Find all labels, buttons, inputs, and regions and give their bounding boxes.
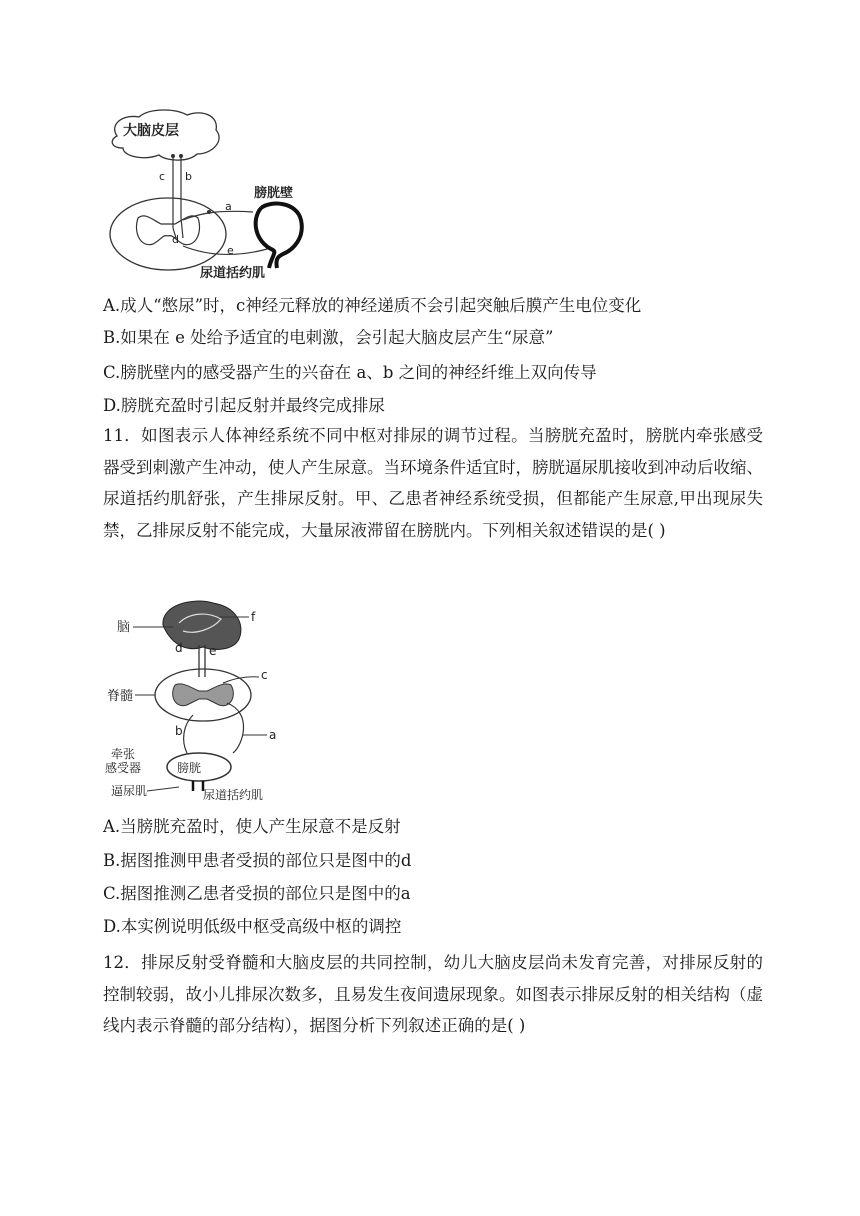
synapse-c: [171, 154, 175, 158]
bladder-wall-label: 膀胱壁: [254, 186, 294, 201]
detrusor-label: 逼尿肌: [111, 784, 148, 798]
spinal-cord-label: 脊髓: [107, 689, 134, 704]
label-b: b: [185, 170, 192, 183]
q11-option-b: B.据图推测甲患者受损的部位只是图中的d: [103, 851, 412, 870]
q12-stem: 12．排尿反射受脊髓和大脑皮层的共同控制，幼儿大脑皮层尚未发育完善，对排尿反射的控制较弱，故小儿排尿次数多，且易发生夜间遗尿现象。如图表示排尿反射的相关结构（虚线内表示脊髓的部分结构），据图分析下列叙述正确的是( ): [103, 953, 763, 1035]
label-e: e: [209, 644, 217, 658]
brain-label: 脑: [117, 620, 131, 635]
label-f: f: [251, 610, 256, 624]
grey-matter: [173, 684, 234, 706]
fiber-c: [173, 154, 176, 238]
fiber-b: [181, 154, 183, 238]
detrusor-leader: [147, 787, 179, 791]
figure-reflex-arc-2: [103, 595, 283, 807]
q10-option-c: C.膀胱壁内的感受器产生的兴奋在 a、b 之间的神经纤维上双向传导: [103, 363, 597, 382]
figure-reflex-arc-1: [103, 108, 313, 280]
bladder-wall: [256, 204, 302, 268]
q10-option-a: A.成人“憋尿”时，c神经元释放的神经递质不会引起突触后膜产生电位变化: [103, 296, 642, 315]
sphincter-label: 尿道括约肌: [203, 788, 264, 802]
label-e: e: [227, 244, 234, 257]
q11-option-a: A.当膀胱充盈时，使人产生尿意不是反射: [103, 817, 401, 836]
ganglion-a: [207, 210, 211, 214]
cortex-label: 大脑皮层: [123, 123, 179, 139]
label-b: b: [175, 724, 183, 738]
synapse-b: [179, 154, 183, 158]
label-c: c: [261, 668, 268, 682]
q11-option-d: D.本实例说明低级中枢受高级中枢的调控: [103, 917, 402, 936]
label-c: c: [159, 170, 166, 183]
q10-option-b: B.如果在 e 处给予适宜的电刺激，会引起大脑皮层产生“尿意”: [103, 328, 554, 347]
label-a: a: [225, 200, 232, 213]
sphincter-label: 尿道括约肌: [200, 266, 266, 280]
label-d: d: [175, 641, 183, 655]
stretch-receptor-label-2: 感受器: [105, 761, 142, 775]
fiber-c: [223, 677, 259, 683]
label-a: a: [269, 728, 277, 742]
q11-option-c: C.据图推测乙患者受损的部位只是图中的a: [103, 884, 411, 903]
label-d: d: [172, 233, 179, 246]
spinal-cord-outline: [110, 198, 226, 270]
bladder-label: 膀胱: [177, 761, 202, 775]
stretch-receptor-label-1: 牵张: [111, 747, 136, 761]
q10-option-d: D.膀胱充盈时引起反射并最终完成排尿: [103, 396, 385, 415]
urethra: [193, 781, 203, 791]
q11-stem: 11．如图表示人体神经系统不同中枢对排尿的调节过程。当膀胱充盈时，膀胱内牵张感受器受到刺激产生冲动，使人产生尿意。当环境条件适宜时，膀胱逼尿肌接收到冲动后收缩、尿道括约肌舒张，产生排尿反射。甲、乙患者神经系统受损，但都能产生尿意,甲出现尿失禁，乙排尿反射不能完成，大量尿液滞留在膀胱内。下列相关叙述错误的是( ): [103, 426, 763, 540]
grey-matter: [136, 216, 199, 245]
